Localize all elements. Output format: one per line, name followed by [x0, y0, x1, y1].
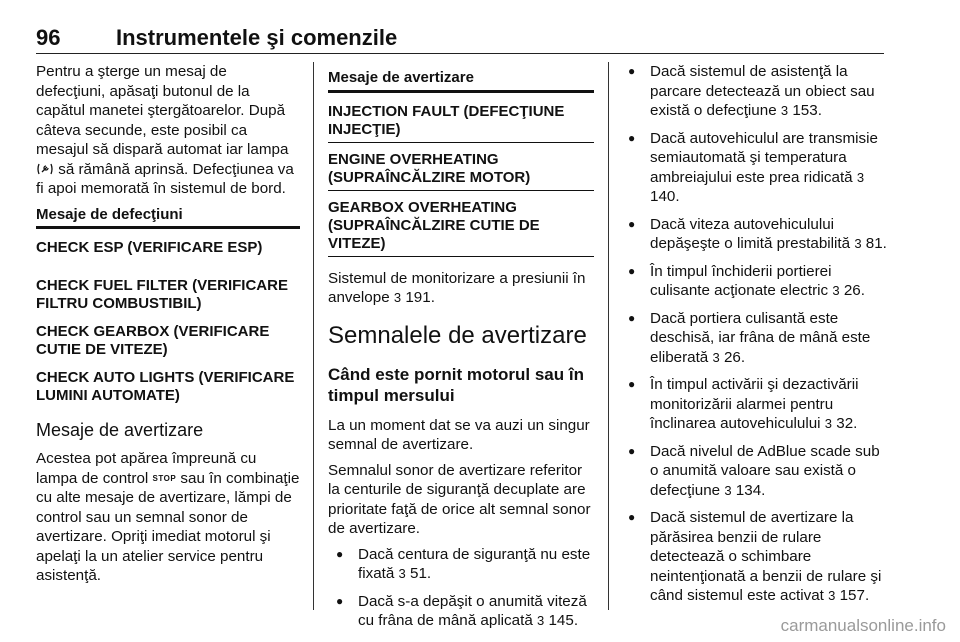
page-reference[interactable]: 191. — [405, 289, 435, 306]
list-item: ● În timpul activării şi dezactivării monitorizării alarmei pentru înclinarea autovehiculului 3 32. — [624, 375, 888, 434]
reference-arrow-icon: 3 — [780, 103, 789, 118]
page-reference[interactable]: 51. — [410, 565, 432, 582]
column-divider-2 — [608, 62, 609, 610]
bullet-list — [328, 545, 594, 631]
list-item: ● Dacă sistemul de asistenţă la parcare detectează un obiect sau există o defecţiune 3 153. — [624, 62, 888, 121]
fault-message: CHECK GEARBOX (VERIFICARE CUTIE DE VITEZE) — [36, 323, 270, 358]
paragraph: La un moment dat se va auzi un singur semnal de avertizare. — [328, 416, 590, 453]
list-item: ● Dacă portiera culisantă este deschisă, iar frâna de mână este eliberată 3 26. — [624, 309, 888, 368]
list-item: ● Dacă nivelul de AdBlue scade sub o anumită valoare sau există o defecţiune 3 134. — [624, 442, 888, 501]
fault-message: CHECK FUEL FILTER (VERIFICARE FILTRU COMBUSTIBIL) — [36, 277, 288, 312]
list-item: ● Dacă s-a depăşit o anumită viteză cu frâna de mână aplicată 3 145. — [328, 592, 594, 631]
wrench-warning-icon — [36, 162, 54, 176]
page-header — [36, 25, 884, 54]
list-item: ● Dacă autovehiculul are transmisie semiautomată şi temperatura ambreiajului este prea ridicată 3 140. — [624, 129, 888, 207]
column-1 — [36, 62, 300, 592]
reference-arrow-icon: 3 — [393, 290, 402, 305]
watermark: carmanualsonline.info — [780, 616, 946, 635]
reference-arrow-icon: 3 — [537, 613, 545, 628]
fault-messages-heading: Mesaje de defecţiuni — [36, 205, 300, 230]
warning-message: ENGINE OVERHEATING (SUPRAÎNCĂLZIRE MOTOR) — [328, 151, 594, 191]
page-reference[interactable]: 81. — [865, 235, 887, 252]
column-2 — [328, 62, 594, 639]
intro-paragraph: Pentru a şterge un mesaj de defecţiuni, apăsaţi butonul de la capătul manetei ştergătoarelor. După câteva secunde, este posibil ca mesajul să dispară automat iar lampa să rămână aprinsă. Defecţiunea va fi apoi memorată în sistemul de bord. — [36, 63, 294, 197]
page-reference[interactable]: 134. — [735, 481, 766, 499]
page-number: 96 — [36, 25, 61, 50]
list-item: ● Dacă viteza autovehiculului depăşeşte o limită prestabilită 3 81. — [624, 215, 888, 254]
chapter-title: Instrumentele şi comenzile — [116, 25, 398, 50]
page-reference[interactable]: 145. — [548, 612, 579, 629]
list-item: ● Dacă sistemul de avertizare la părăsirea benzii de rulare detectează o schimbare neintenţionată a benzii de rulare şi când sistemul este activat 3 157. — [624, 508, 888, 606]
column-3 — [624, 62, 888, 614]
reference-arrow-icon: 3 — [854, 236, 862, 251]
page-reference[interactable]: 153. — [792, 102, 822, 119]
paragraph: Semnalul sonor de avertizare referitor la centurile de siguranţă decuplate are prioritate faţă de orice alt semnal sonor de avertizare. — [328, 461, 591, 537]
list-item: ● În timpul închiderii portierei culisante acţionate electric 3 26. — [624, 262, 888, 301]
subsection-title: Când este pornit motorul sau în timpul mersului — [328, 364, 584, 405]
page-reference[interactable]: 157. — [839, 587, 870, 604]
warning-messages-heading: Mesaje de avertizare — [36, 420, 204, 440]
bullet-list — [624, 62, 888, 606]
section-title: Semnalele de avertizare — [328, 321, 587, 349]
warning-message: INJECTION FAULT (DEFECŢIUNE INJECŢIE) — [328, 103, 594, 143]
list-item: ● Dacă centura de siguranţă nu este fixată 3 51. — [328, 545, 594, 584]
warning-list-heading: Mesaje de avertizare — [328, 68, 594, 93]
reference-arrow-icon: 3 — [724, 482, 732, 498]
warning-message: GEARBOX OVERHEATING (SUPRAÎNCĂLZIRE CUTIE DE VITEZE) — [328, 199, 594, 257]
reference-arrow-icon: 3 — [824, 416, 833, 431]
page-reference[interactable]: 26. — [843, 282, 865, 299]
page-reference[interactable]: 140. — [650, 188, 680, 205]
reference-arrow-icon: 3 — [398, 566, 406, 581]
page-reference[interactable]: 26. — [723, 348, 746, 366]
stop-icon: STOP — [152, 473, 177, 483]
reference-arrow-icon: 3 — [712, 349, 720, 365]
page-reference[interactable]: 32. — [836, 415, 858, 432]
reference-arrow-icon: 3 — [832, 283, 840, 298]
fault-message: CHECK AUTO LIGHTS (VERIFICARE LUMINI AUTOMATE) — [36, 369, 295, 404]
reference-arrow-icon: 3 — [828, 588, 836, 603]
reference-arrow-icon: 3 — [856, 169, 865, 185]
column-divider-1 — [313, 62, 314, 610]
fault-message: CHECK ESP (VERIFICARE ESP) — [36, 239, 263, 256]
tpms-paragraph: Sistemul de monitorizare a presiunii în anvelope 3 191. — [328, 269, 586, 306]
warning-paragraph: Acestea pot apărea împreună cu lampa de control STOP sau în combinaţie cu alte mesaje de avertizare, lămpi de control sau un semnal sonor de avertizare. Opriţi imediat motorul şi apelaţi la un atelier service pentru asistenţă. — [36, 450, 300, 584]
